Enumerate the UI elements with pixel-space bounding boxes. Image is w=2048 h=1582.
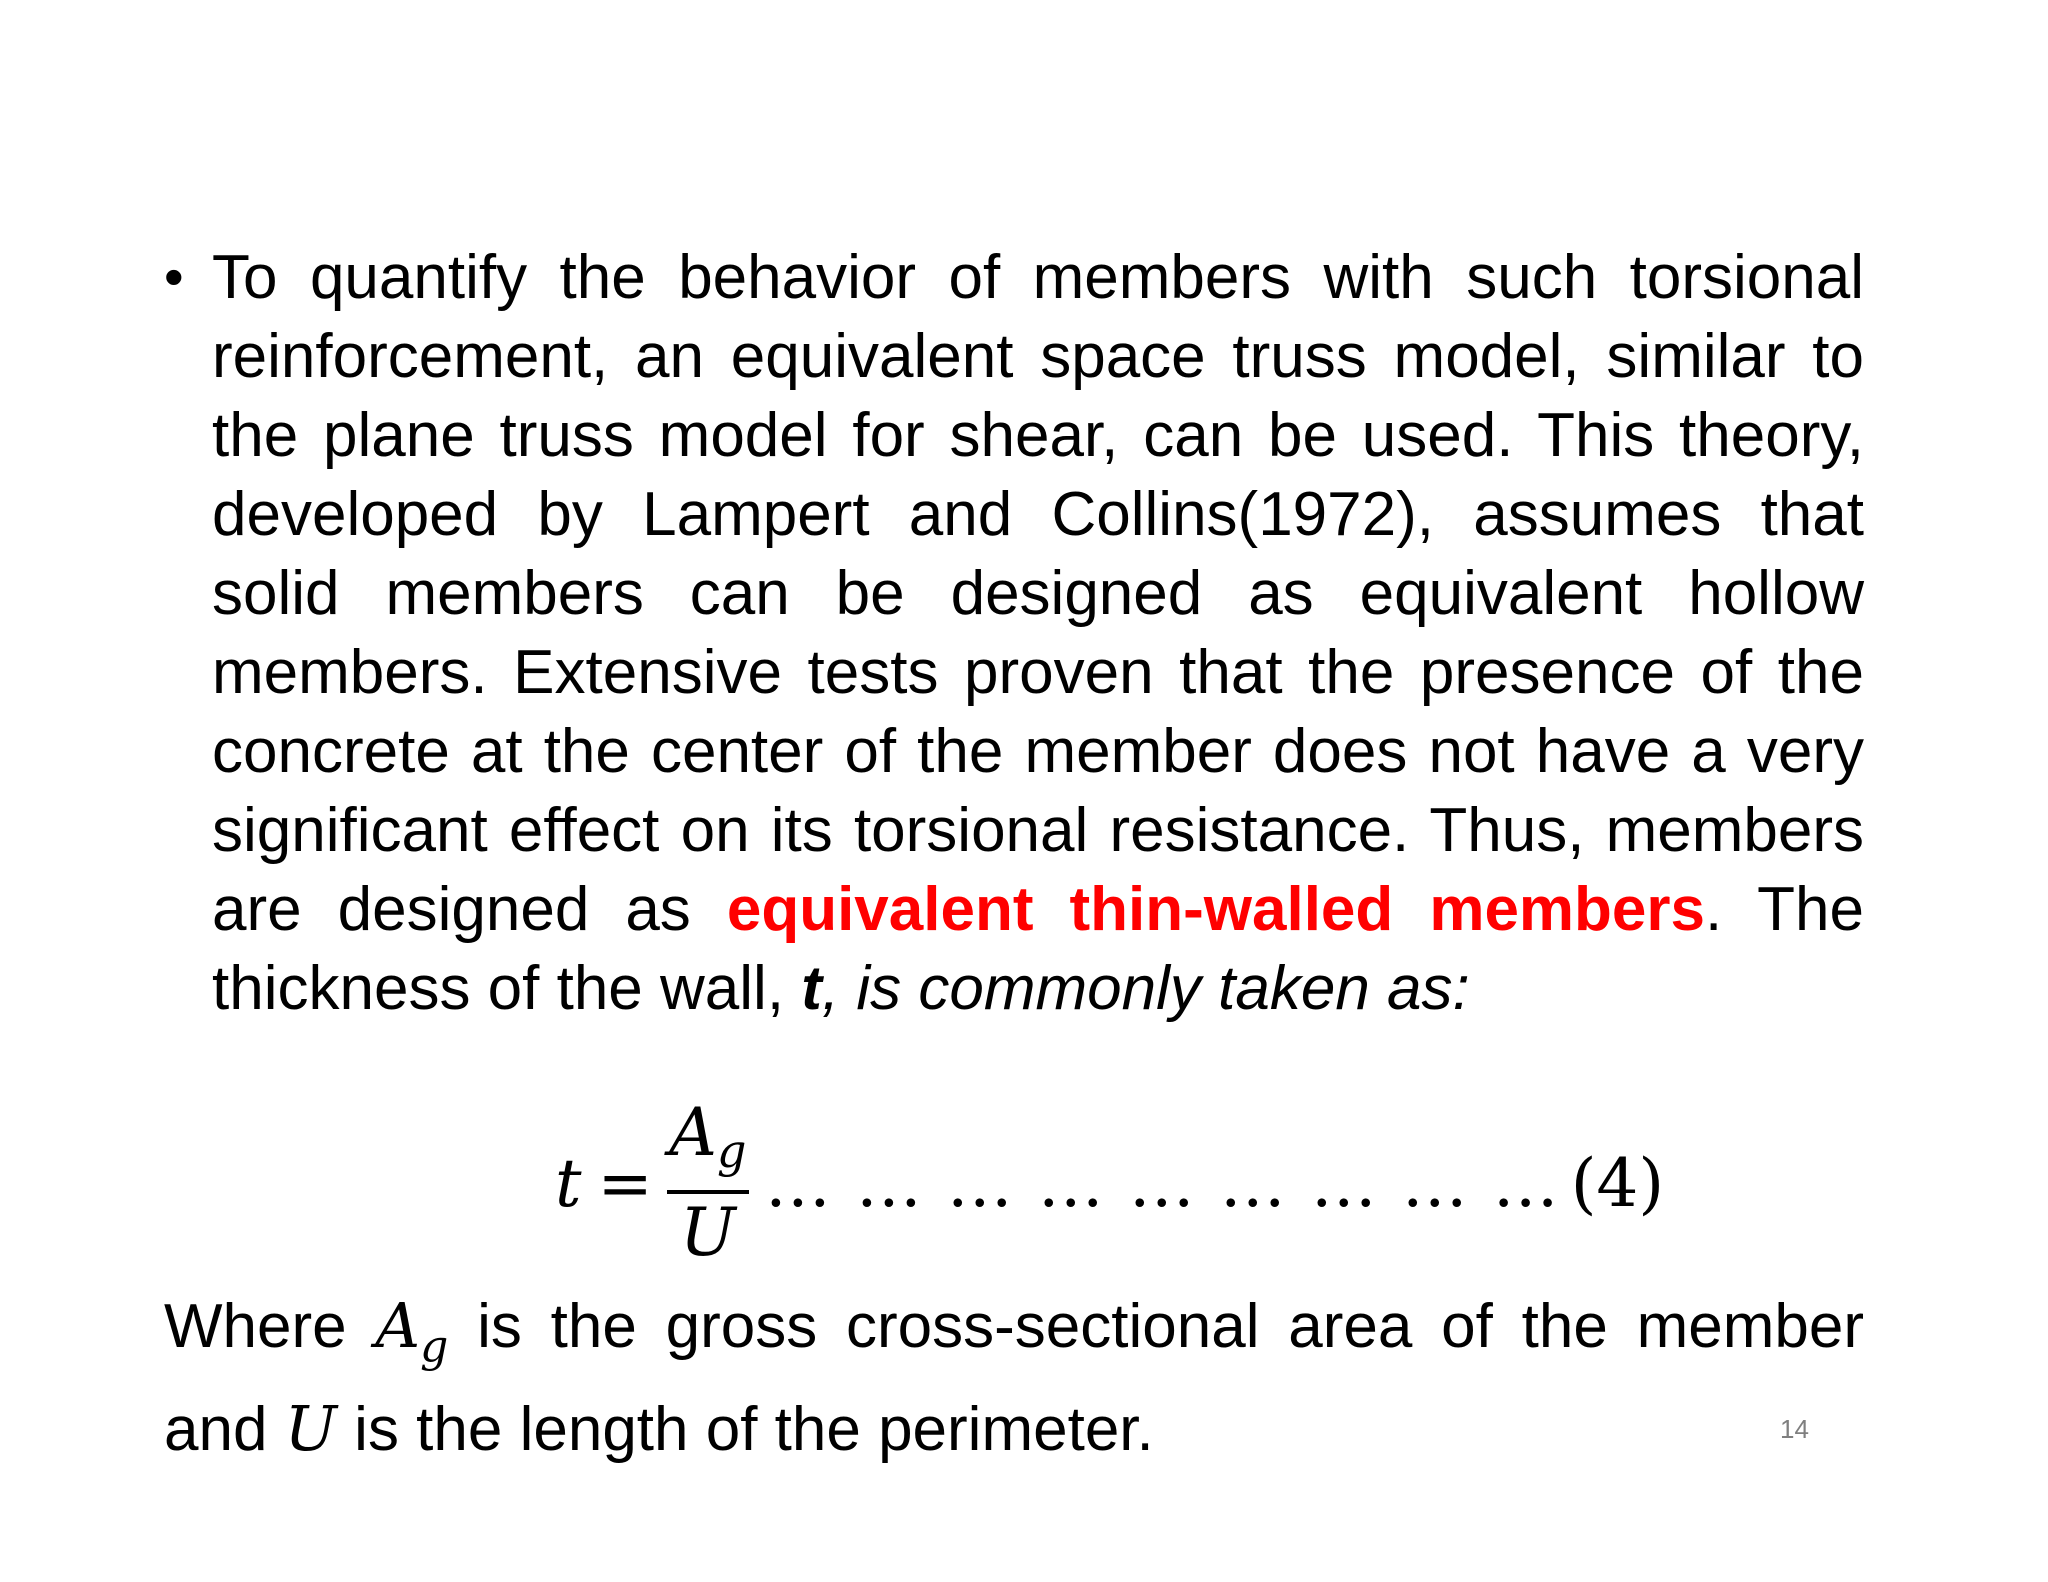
- where-paragraph: [164, 1285, 1864, 1471]
- where-text-1: Where: [164, 1292, 376, 1361]
- bullet-text: [212, 238, 1864, 1028]
- bullet-icon: •: [164, 245, 184, 308]
- equation-leader-dots: … … … … … … … … …: [764, 1144, 1561, 1222]
- numerator-subscript: g: [716, 1124, 747, 1178]
- variable-t: t: [801, 954, 822, 1023]
- equation-4: [555, 1094, 1665, 1271]
- where-text-2: is the gross cross-sectional area of the member and: [164, 1292, 1864, 1464]
- text-part-1: To quantify the behavior of members with such torsional reinforcement, an equivalent space truss model, similar to the plane truss model for shear, can be used. This theory, developed by Lampert and Collins(1972), assumes that solid members can be designed as equivalent hollow members. Extensive tests proven that the presence of the concrete at the center of the member does not have a very significant effect on its torsional resistance. Thus, members are designed as: [212, 243, 1864, 944]
- equation-lhs: t: [555, 1144, 582, 1222]
- fraction-numerator: [669, 1094, 746, 1190]
- symbol-U: U: [284, 1392, 337, 1465]
- fraction: [667, 1094, 749, 1272]
- highlighted-term: equivalent thin-walled members: [726, 875, 1706, 944]
- text-part-2: . The thickness of the wall,: [212, 875, 1864, 1023]
- symbol-A-subscript: g: [420, 1321, 449, 1372]
- bullet-paragraph: [164, 238, 1864, 1028]
- fraction-denominator: U: [680, 1194, 736, 1271]
- symbol-A-main: A: [375, 1289, 421, 1362]
- text-part-3: , is commonly taken as:: [821, 954, 1470, 1023]
- symbol-A: [375, 1289, 449, 1372]
- equation-equals: =: [597, 1144, 653, 1222]
- numerator-symbol: A: [669, 1094, 717, 1171]
- equation-label: (4): [1570, 1144, 1665, 1222]
- page-number: 14: [1780, 1414, 1809, 1444]
- where-text-3: is the length of the perimeter.: [336, 1395, 1154, 1464]
